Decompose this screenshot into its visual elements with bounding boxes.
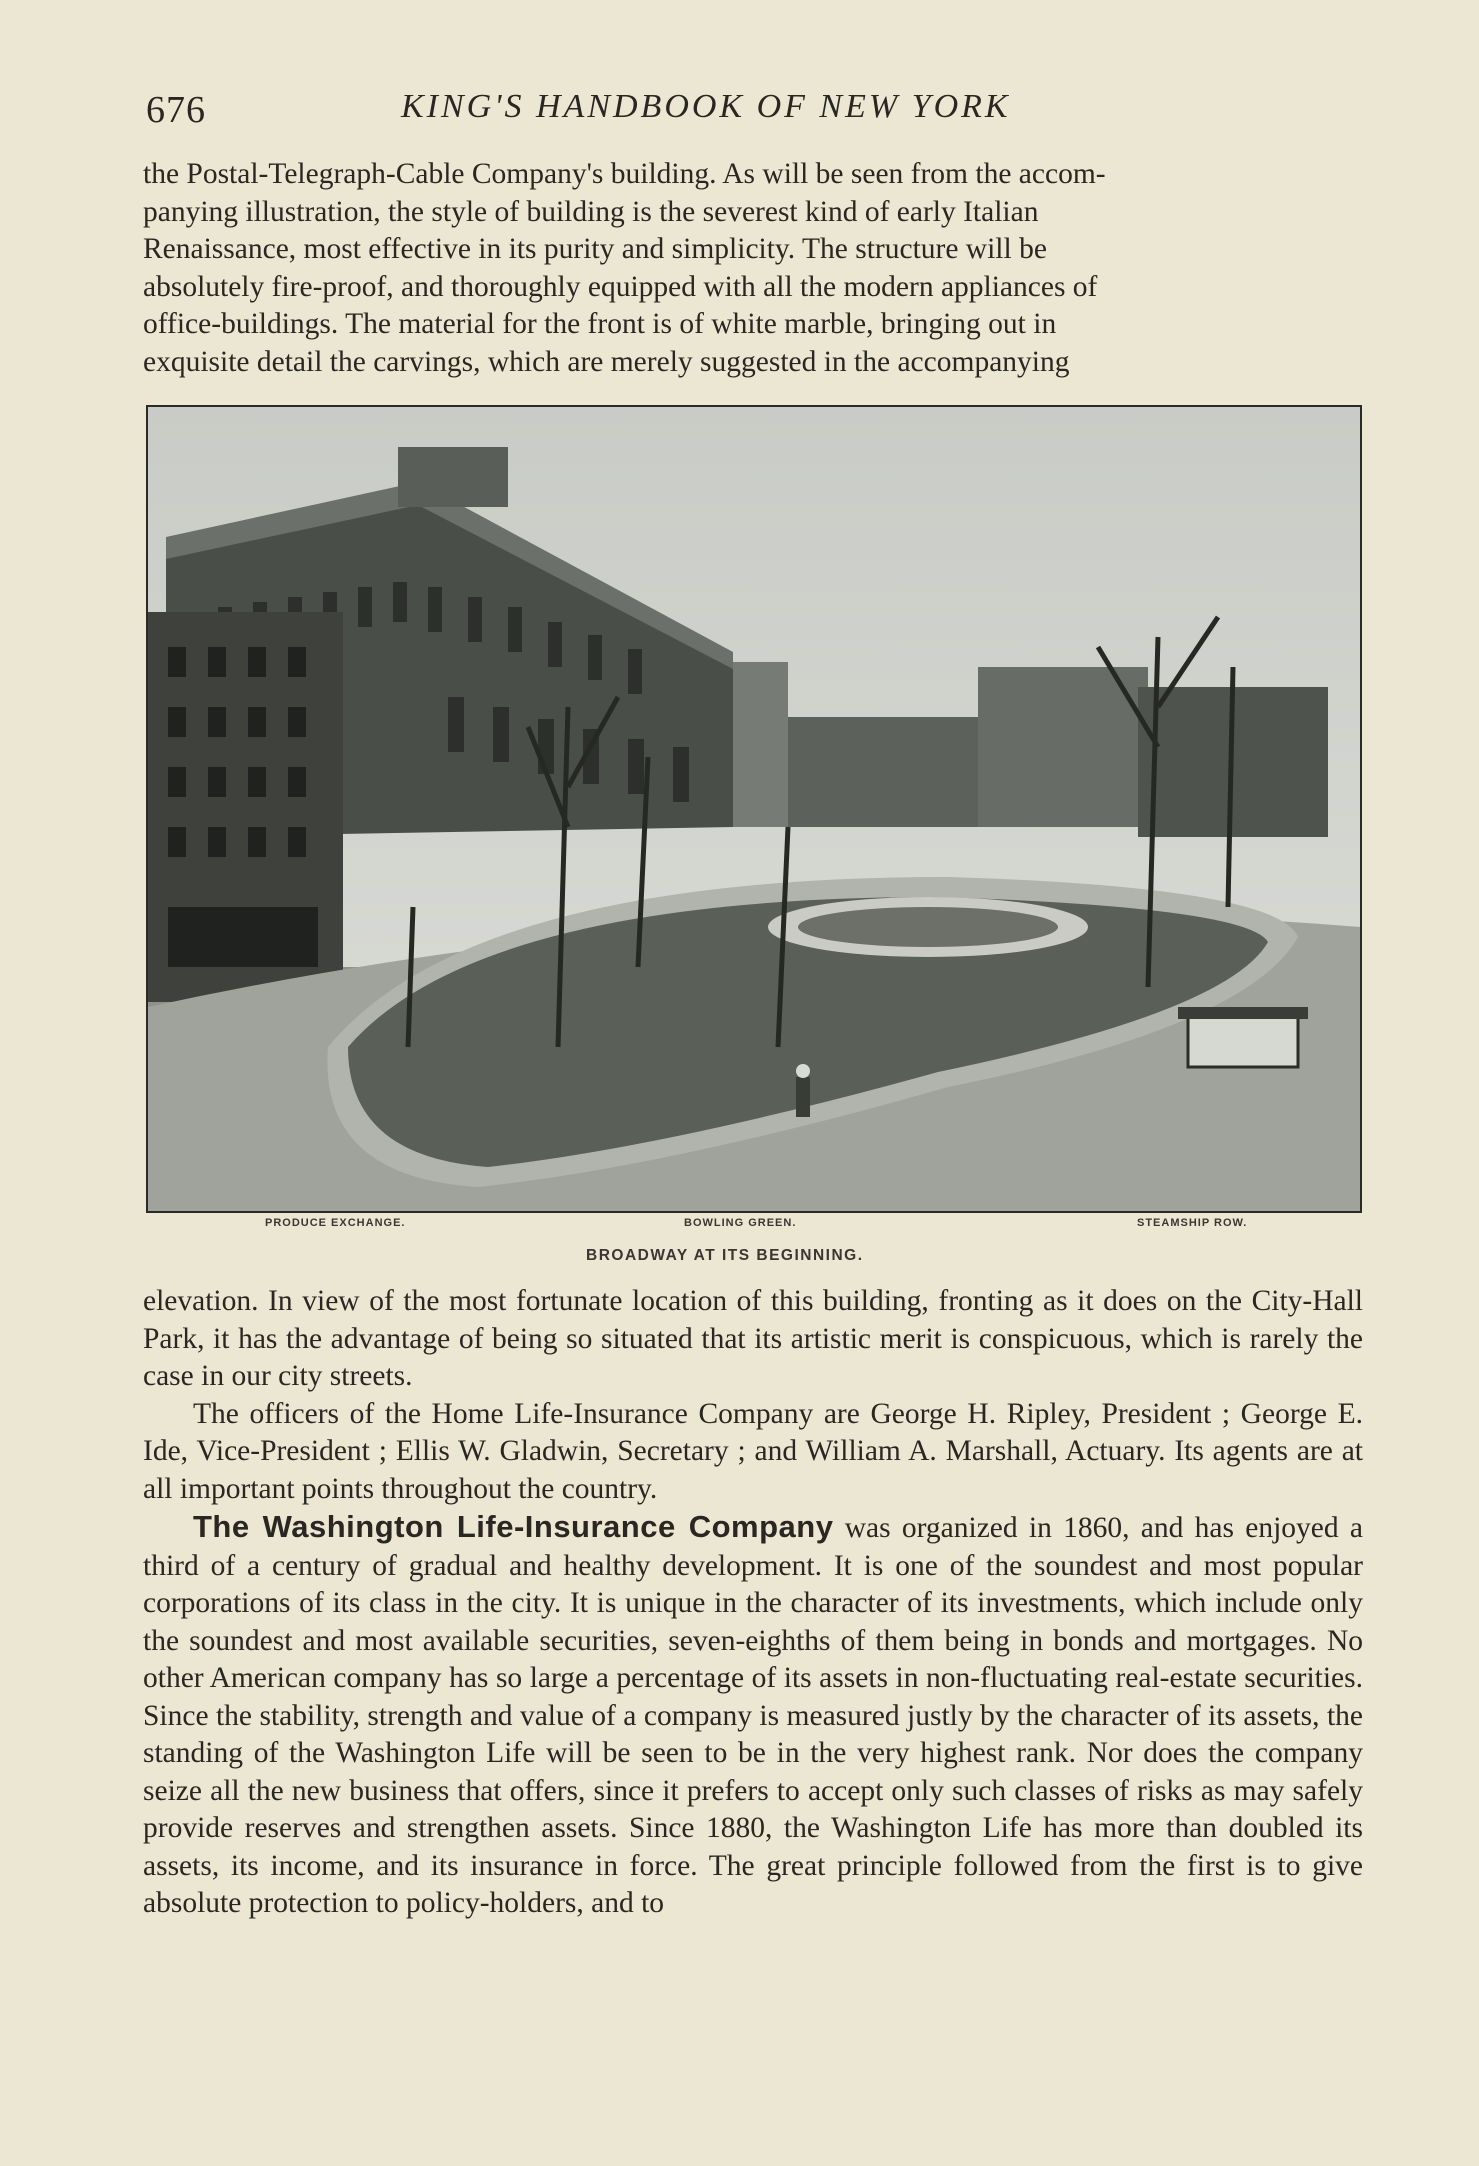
street-scene-illustration <box>148 407 1360 1211</box>
top-paragraph <box>143 156 1363 381</box>
page-header <box>146 88 1366 138</box>
text-line: panying illustration, the style of building is the severest kind of early Italian <box>143 195 1039 228</box>
running-head: KING'S HANDBOOK OF NEW YORK <box>401 88 1011 125</box>
paragraph-text: was organized in 1860, and has enjoyed a third of a century of gradual and healthy development. It is one of the soundest and most popular corporations of its class in the city. It is unique in the character of its investments, which include only the soundest and most available securities, seven-eighths of them being in bonds and mortgages. No other American company has so large a percentage of its assets in non-fluctuating real-estate securities. Since the stability, strength and value of a company is measured justly by the character of its assets, the standing of the Washington Life will be seen to be in the very highest rank. Nor does the company seize all the new business that offers, since it prefers to accept only such classes of risks as may safely provide reserves and strengthen assets. Since 1880, the Washington Life has more than doubled its assets, its income, and its insurance in force. The great principle followed from the first is to give absolute protection to policy-holders, and to <box>143 1512 1363 1919</box>
paragraph-officers: The officers of the Home Life-Insurance Company are George H. Ripley, President ; George E. Ide, Vice-President ; Ellis W. Gladwin, Secretary ; and William A. Marshall, Actuary. Its agents are at all important points throughout the country. <box>143 1397 1363 1505</box>
text-line: exquisite detail the carvings, which are merely suggested in the accompanying <box>143 345 1070 378</box>
text-line: the Postal-Telegraph-Cable Company's building. As will be seen from the accom- <box>143 158 1106 190</box>
text-line: Renaissance, most effective in its purity and simplicity. The structure will be <box>143 233 1047 265</box>
illustration-broadway <box>146 405 1362 1213</box>
figure-caption: BROADWAY AT ITS BEGINNING. <box>586 1247 864 1264</box>
caption-steamship-row: STEAMSHIP ROW. <box>1137 1217 1248 1229</box>
section-lead-in: The Washington Life-Insurance Company <box>193 1509 834 1544</box>
text-line: absolutely fire-proof, and thoroughly equipped with all the modern appliances of <box>143 270 1098 303</box>
text-line: office-buildings. The material for the front is of white marble, bringing out in <box>143 308 1057 340</box>
paragraph-elevation: elevation. In view of the most fortunate location of this building, fronting as it does on the City-Hall Park, it has the advantage of being so situated that its artistic merit is conspicuous, which is rarely the case in our city streets. <box>143 1285 1363 1392</box>
page-number: 676 <box>146 89 206 131</box>
caption-produce-exchange: PRODUCE EXCHANGE. <box>265 1217 406 1229</box>
caption-bowling-green: BOWLING GREEN. <box>684 1217 797 1229</box>
paragraph-washington-life <box>143 1508 1363 1923</box>
bottom-text <box>143 1283 1363 1923</box>
